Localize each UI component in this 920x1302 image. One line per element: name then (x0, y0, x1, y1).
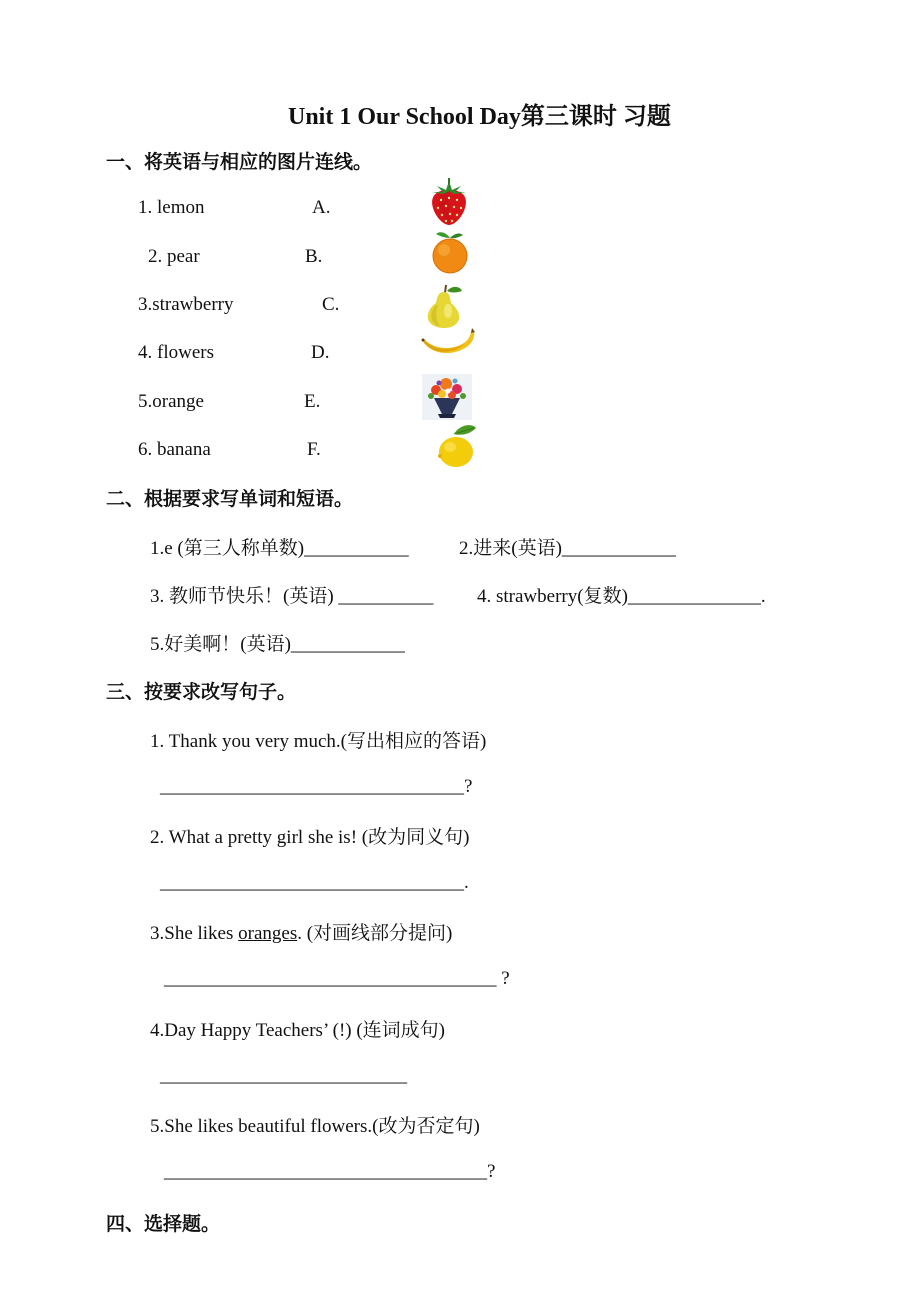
q3-1: 1. Thank you very much.(写出相应的答语) (150, 731, 487, 752)
letter-c: C. (322, 294, 340, 315)
word-orange: 5.orange (138, 391, 204, 412)
word-banana: 6. banana (138, 439, 211, 460)
q3-3 (150, 918, 452, 945)
section4-heading: 四、选择题。 (106, 1213, 221, 1235)
letter-d: D. (311, 342, 330, 363)
word-pear: 2. pear (148, 246, 200, 267)
orange-icon (430, 228, 470, 274)
q3-3-pre: 3.She likes (150, 923, 239, 944)
letter-a: A. (312, 197, 331, 218)
q3-1-answer-line: ________________________________? (160, 776, 473, 797)
flowers-icon (422, 374, 472, 420)
word-flowers: 4. flowers (138, 342, 214, 363)
pear-icon (424, 283, 466, 329)
q3-3-underlined-word: oranges (238, 923, 298, 944)
lemon-icon (434, 422, 478, 470)
page-title: Unit 1 Our School Day第三课时 习题 (288, 104, 671, 130)
q2-4-blank: 4. strawberry(复数)______________. (477, 586, 766, 607)
letter-e: E. (304, 391, 321, 412)
q3-4-answer-line: __________________________ (160, 1065, 407, 1086)
section2-heading: 二、根据要求写单词和短语。 (106, 488, 354, 510)
letter-f: F. (307, 439, 321, 460)
q3-5: 5.She likes beautiful flowers.(改为否定句) (150, 1116, 480, 1137)
strawberry-icon (428, 178, 470, 226)
q3-4: 4.Day Happy Teachers’ (!) (连词成句) (150, 1020, 446, 1041)
q3-5-answer-line: __________________________________? (164, 1161, 496, 1182)
q3-3-answer-line: ___________________________________ ? (164, 968, 510, 989)
q2-3-blank: 3. 教师节快乐！(英语) __________ (150, 586, 434, 607)
section1-heading: 一、将英语与相应的图片连线。 (106, 151, 373, 173)
q2-1-blank: 1.e (第三人称单数)___________ (150, 538, 409, 559)
q2-2-blank: 2.进来(英语)____________ (459, 538, 676, 559)
q2-5-blank: 5.好美啊！(英语)____________ (150, 634, 405, 655)
letter-b: B. (305, 246, 323, 267)
q3-2-answer-line: ________________________________. (160, 872, 469, 893)
section3-heading: 三、按要求改写句子。 (106, 681, 297, 703)
q3-2: 2. What a pretty girl she is! (改为同义句) (150, 827, 470, 848)
banana-icon (420, 328, 478, 360)
q3-3-post: . (对画线部分提问) (297, 923, 453, 944)
word-lemon: 1. lemon (138, 197, 205, 218)
word-strawberry: 3.strawberry (138, 294, 234, 315)
